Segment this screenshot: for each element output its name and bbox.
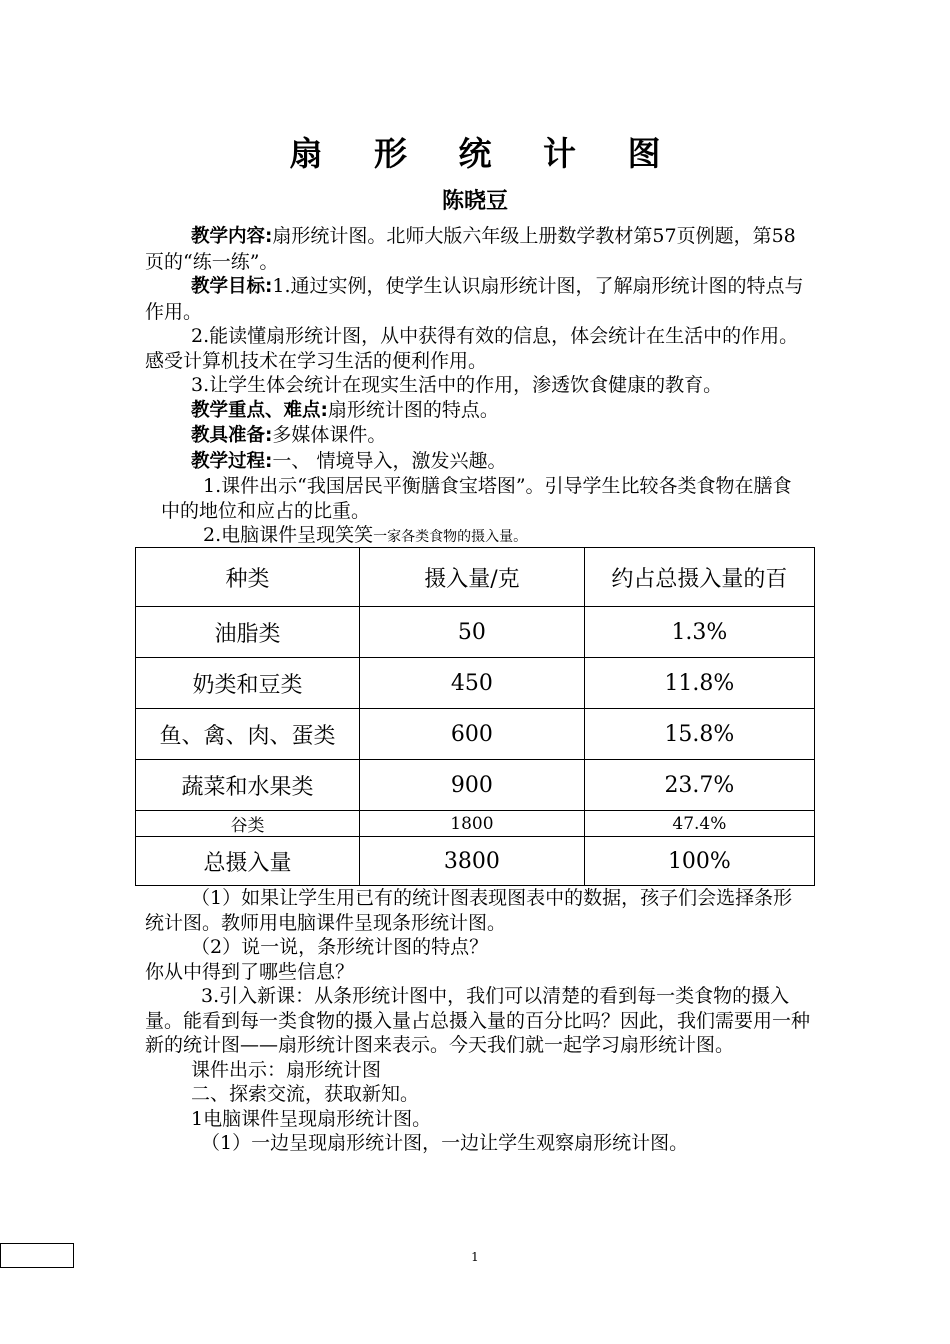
after-table-section bbox=[145, 886, 810, 1156]
paragraph-7: 1电脑课件呈现扇形统计图。 bbox=[191, 1107, 432, 1130]
paragraph-5: 课件出示：扇形统计图 bbox=[191, 1058, 382, 1081]
table-cell: 15.8% bbox=[584, 709, 814, 760]
teaching-process bbox=[145, 449, 810, 475]
table-row bbox=[136, 709, 815, 760]
teaching-process-text: 一、 情境导入，激发兴趣。 bbox=[272, 449, 507, 472]
teaching-goals bbox=[145, 274, 810, 324]
table-total-row bbox=[136, 837, 815, 886]
food-intake-table bbox=[135, 547, 815, 886]
table-cell: 600 bbox=[360, 709, 585, 760]
table-cell: 47.4% bbox=[584, 811, 814, 837]
table-cell: 900 bbox=[360, 760, 585, 811]
key-points bbox=[145, 398, 810, 424]
table-cell: 23.7% bbox=[584, 760, 814, 811]
step-2-main: 2.电脑课件呈现笑笑 bbox=[203, 524, 374, 546]
table-cell: 1.3% bbox=[584, 607, 814, 658]
teaching-goals-label: 教学目标: bbox=[191, 276, 273, 297]
table-cell: 谷类 bbox=[136, 811, 360, 837]
goal-3: 3.让学生体会统计在现实生活中的作用，渗透饮食健康的教育。 bbox=[191, 374, 723, 396]
header-cell: 摄入量/克 bbox=[360, 548, 585, 607]
table-cell: 鱼、禽、肉、蛋类 bbox=[136, 709, 360, 760]
teaching-content bbox=[145, 224, 810, 274]
step-2-small: 一家各类食物的摄入量。 bbox=[373, 529, 528, 545]
step-1: 1.课件出示“我国居民平衡膳食宝塔图”。引导学生比较各类食物在膳食中的地位和应占的比重。 bbox=[161, 475, 792, 522]
document-title: 扇 形 统 计 图 bbox=[289, 134, 681, 173]
paragraph-1: （1）如果让学生用已有的统计图表现图表中的数据，孩子们会选择条形统计图。教师用电脑课件呈现条形统计图。 bbox=[145, 887, 793, 934]
table-cell: 50 bbox=[360, 607, 585, 658]
paragraph-8: （1）一边呈现扇形统计图，一边让学生观察扇形统计图。 bbox=[201, 1132, 689, 1154]
teaching-content-label: 教学内容: bbox=[191, 226, 273, 247]
table-cell: 100% bbox=[584, 837, 814, 886]
teaching-content-text: 扇形统计图。北师大版六年级上册数学教材第57页例题，第58页的“练一练”。 bbox=[145, 225, 796, 273]
paragraph-2: （2）说一说，条形统计图的特点？ bbox=[191, 936, 489, 958]
teaching-process-label: 教学过程: bbox=[191, 450, 273, 472]
table-row bbox=[136, 607, 815, 658]
key-points-text: 扇形统计图的特点。 bbox=[327, 398, 499, 421]
table-row bbox=[136, 760, 815, 811]
table-cell: 1800 bbox=[360, 811, 585, 837]
teaching-tools-text: 多媒体课件。 bbox=[272, 424, 387, 446]
table-cell: 奶类和豆类 bbox=[136, 658, 360, 709]
intro-section bbox=[145, 224, 810, 550]
teaching-tools bbox=[145, 423, 810, 449]
paragraph-4: 3.引入新课：从条形统计图中，我们可以清楚的看到每一类食物的摄入量。能看到每一类食物的摄入量占总摄入量的百分比吗？因此，我们需要用一种新的统计图——扇形统计图来表示。今天我们就一起学习扇形统计图。 bbox=[145, 985, 811, 1056]
table-cell: 总摄入量 bbox=[136, 837, 360, 886]
table-cell: 蔬菜和水果类 bbox=[136, 760, 360, 811]
table-cell: 油脂类 bbox=[136, 607, 360, 658]
table-row bbox=[136, 658, 815, 709]
page-number: 1 bbox=[471, 1250, 479, 1264]
header-cell: 种类 bbox=[136, 548, 360, 607]
table-cell: 3800 bbox=[360, 837, 585, 886]
goal-2: 2.能读懂扇形统计图，从中获得有效的信息，体会统计在生活中的作用。感受计算机技术在学习生活的便利作用。 bbox=[145, 325, 799, 372]
teaching-tools-label: 教具准备: bbox=[191, 425, 273, 446]
header-cell: 约占总摄入量的百 bbox=[584, 548, 814, 607]
table-header-row bbox=[136, 548, 815, 607]
step-2 bbox=[145, 523, 810, 550]
paragraph-6: 二、探索交流，获取新知。 bbox=[191, 1083, 420, 1105]
paragraph-3: 你从中得到了哪些信息？ bbox=[145, 960, 355, 983]
goal-1-text: 1.通过实例，使学生认识扇形统计图，了解扇形统计图的特点与作用。 bbox=[145, 275, 804, 323]
key-points-label: 教学重点、难点: bbox=[191, 399, 328, 421]
author-name: 陈晓豆 bbox=[441, 189, 508, 214]
table-cell: 11.8% bbox=[584, 658, 814, 709]
table-cell: 450 bbox=[360, 658, 585, 709]
table-row bbox=[136, 811, 815, 837]
